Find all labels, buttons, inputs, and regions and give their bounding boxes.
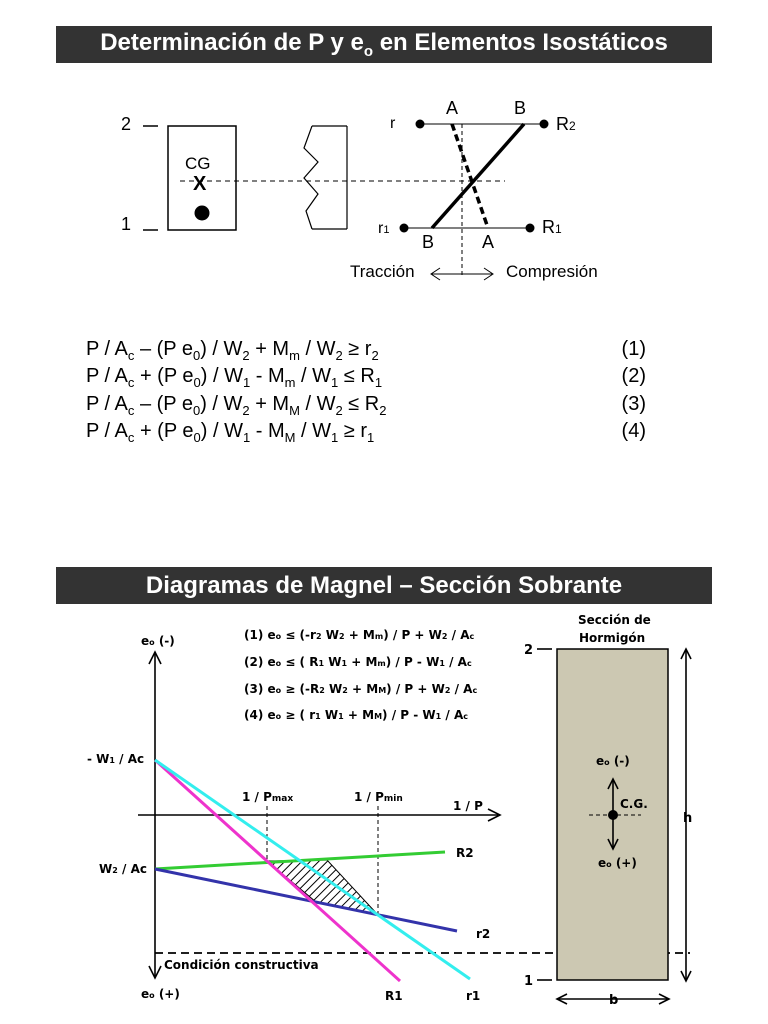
- cg-mark: X: [193, 173, 207, 195]
- double-arrow: [431, 268, 493, 280]
- w2-label: W2 / Ac: [99, 862, 147, 876]
- section-rectangle: [121, 114, 236, 234]
- section-break-symbol: [304, 126, 347, 229]
- inequality-1: (1) eo ≤ (-r2 W2 + Mm) / P + W2 / Ac: [244, 628, 475, 642]
- equation-1: P / $A_c - (P$ $e_0) / W_2 + M_m / W_2 \ge r_2$: [86, 338, 379, 363]
- y-axis-top-label: eo (-): [141, 634, 175, 648]
- section-title-2: Hormigón: [579, 631, 646, 645]
- stress-line-a: [452, 124, 488, 228]
- feasible-region: [267, 860, 378, 915]
- traction-label: Tracción: [350, 262, 415, 281]
- equation-number: (1): [621, 338, 646, 360]
- stress-label-R2-text: R2: [556, 114, 576, 134]
- line-r1: [155, 760, 470, 979]
- stress-label-R1-text: R1: [542, 217, 562, 237]
- equation-row: [86, 365, 646, 393]
- equation-row: [86, 420, 646, 448]
- stress-label-r1-text: r1: [378, 220, 390, 237]
- stress-line-b: [432, 124, 524, 228]
- equation-2: $P / A_c + (P$ $e_0) / W_1 - M_m / W_1 \le R_1$: [86, 365, 383, 390]
- section-level-1: 1: [121, 214, 132, 234]
- stress-bottom-b: B: [422, 232, 435, 252]
- stress-label-r2: r: [390, 115, 396, 132]
- equation-number: (3): [621, 393, 646, 415]
- section-stress-diagram: [0, 80, 768, 290]
- x-axis-label: 1 / P: [453, 799, 483, 813]
- inequality-3: (3) eo ≥ (-R2 W2 + MM) / P + W2 / Ac: [244, 682, 478, 696]
- equation-row: [86, 338, 646, 366]
- stress-top-a: A: [446, 98, 459, 118]
- stress-limits-diagram: [350, 98, 598, 281]
- magnel-diagram: [0, 606, 768, 1024]
- equation-number: (2): [621, 365, 646, 387]
- section-title-1: Sección de: [578, 613, 651, 627]
- top-title: Determinación de P y $e_o$ en Elementos Isostáticos: [100, 29, 668, 60]
- equation-3: P / $A_c - (P$ $e_0) / W_2 + M_M / W_2 \le R_2$: [86, 393, 387, 418]
- cg-label: CG: [185, 154, 211, 173]
- magnel-inequalities: [244, 628, 477, 722]
- height-label: h: [683, 811, 693, 826]
- equation-4: $P / A_c + (P$ $e_0) / W_1 - M_M / W_1 \ge r_1$: [86, 420, 375, 445]
- tendon-dot: [195, 206, 210, 221]
- inequality-4: (4) eo ≥ ( r1 W1 + MM) / P - W1 / Ac: [244, 708, 468, 722]
- bottom-title-banner: [56, 567, 712, 604]
- label-r2: r2: [476, 927, 491, 941]
- section-level-2: 2: [121, 114, 132, 134]
- inequality-2: (2) eo ≤ ( R1 W1 + Mm) / P - W1 / Ac: [244, 655, 472, 669]
- concrete-section: [524, 613, 692, 1008]
- section-e-pos: eo (+): [598, 856, 637, 870]
- neg-w1-label: - W1 / Ac: [87, 752, 145, 766]
- stress-top-b: B: [514, 98, 527, 118]
- equation-row: [86, 393, 646, 421]
- concrete-level-2: 2: [524, 643, 534, 658]
- concrete-level-1: 1: [524, 974, 534, 989]
- section-cg-label: C.G.: [620, 797, 648, 811]
- pmax-label: 1 / Pmax: [242, 790, 294, 804]
- compression-label: Compresión: [506, 262, 598, 281]
- label-r1: r1: [466, 989, 481, 1003]
- condicion-label: Condición constructiva: [164, 958, 319, 972]
- top-title-banner: [56, 26, 712, 63]
- label-R2: R2: [456, 846, 474, 860]
- equation-number: (4): [621, 420, 646, 442]
- bottom-title: Diagramas de Magnel – Sección Sobrante: [145, 571, 623, 599]
- y-axis-bottom-label: eo (+): [141, 987, 180, 1001]
- pmin-label: 1 / Pmin: [354, 790, 403, 804]
- width-label: b: [609, 993, 619, 1008]
- section-e-neg: eo (-): [596, 754, 630, 768]
- label-R1: R1: [385, 989, 403, 1003]
- stress-bottom-a: A: [482, 232, 495, 252]
